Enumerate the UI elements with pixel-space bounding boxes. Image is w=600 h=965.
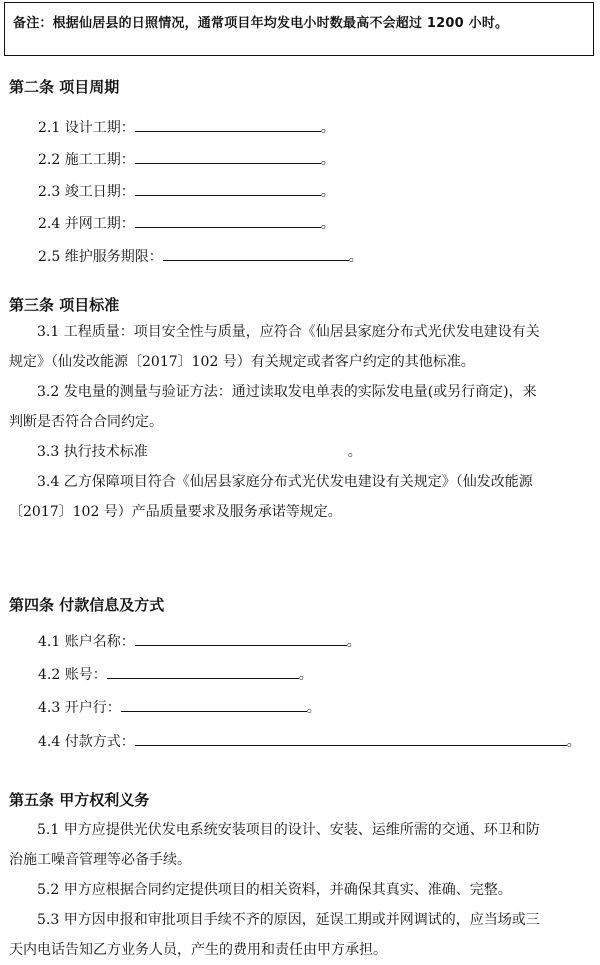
clause-5-2: 5.2 甲方应根据合同约定提供项目的相关资料，并确保其真实、准确、完整。	[37, 882, 512, 898]
design-period-label: 2.1 设计工期：	[38, 120, 135, 136]
design-period-blank[interactable]	[135, 117, 321, 132]
section-2-title: 第二条 项目周期	[9, 78, 120, 96]
clause-5-1-line-2: 治施工噪音管理等必备手续。	[9, 852, 191, 868]
clause-3-4-line-2: 〔2017〕102 号）产品质量要求及服务承诺等规定。	[9, 504, 342, 520]
grid-connection-period-blank[interactable]	[135, 213, 321, 228]
completion-date-end: 。	[320, 184, 335, 200]
account-name-field	[38, 631, 361, 651]
account-name-blank[interactable]	[135, 631, 347, 646]
clause-3-1-line-2: 规定》（仙发改能源〔2017〕102 号）有关规定或者客户约定的其他标准。	[9, 354, 475, 370]
completion-date-blank[interactable]	[135, 181, 321, 196]
payment-method-label: 4.4 付款方式：	[38, 734, 135, 750]
account-number-field	[38, 664, 313, 684]
bank-field	[38, 697, 321, 717]
section-3-title: 第三条 项目标准	[9, 296, 120, 314]
section-5-title: 第五条 甲方权利义务	[9, 791, 150, 809]
maintenance-period-label: 2.5 维护服务期限：	[38, 249, 163, 265]
clause-5-3-line-1: 5.3 甲方因申报和审批项目手续不齐的原因，延误工期或并网调试的，应当场或三	[37, 912, 540, 928]
bank-label: 4.3 开户行：	[38, 700, 121, 716]
bank-blank[interactable]	[121, 697, 307, 712]
construction-period-field	[38, 149, 335, 169]
section-3-body	[9, 317, 593, 527]
maintenance-period-blank[interactable]	[163, 246, 349, 261]
clause-3-4-line-1: 3.4 乙方保障项目符合《仙居县家庭分布式光伏发电建设有关规定》（仙发改能源	[37, 474, 533, 490]
bank-end: 。	[306, 700, 321, 716]
clause-3-3-text: 3.3 执行技术标准	[37, 444, 148, 460]
payment-method-field	[38, 731, 581, 751]
payment-method-end: 。	[566, 734, 581, 750]
design-period-field	[38, 117, 335, 137]
design-period-end: 。	[320, 120, 335, 136]
clause-5-1-line-1: 5.1 甲方应提供光伏发电系统安装项目的设计、安装、运维所需的交通、环卫和防	[37, 822, 540, 838]
grid-connection-period-label: 2.4 并网工期：	[38, 216, 135, 232]
section-5-body	[9, 815, 593, 965]
payment-method-blank[interactable]	[135, 731, 567, 746]
construction-period-end: 。	[320, 152, 335, 168]
account-number-blank[interactable]	[107, 664, 299, 679]
section-4-title: 第四条 付款信息及方式	[9, 596, 165, 614]
clause-3-2-line-1: 3.2 发电量的测量与验证方法：通过读取发电单表的实际发电量(或另行商定)，来	[37, 384, 537, 400]
account-number-end: 。	[298, 667, 313, 683]
account-number-label: 4.2 账号：	[38, 667, 107, 683]
account-name-label: 4.1 账户名称：	[38, 634, 135, 650]
construction-period-label: 2.2 施工工期：	[38, 152, 135, 168]
maintenance-period-field	[38, 246, 363, 266]
remark-box: 备注：根据仙居县的日照情况，通常项目年均发电小时数最高不会超过 1200 小时。	[4, 2, 594, 56]
clause-3-3-end: 。	[347, 444, 362, 460]
grid-connection-period-end: 。	[320, 216, 335, 232]
maintenance-period-end: 。	[348, 249, 363, 265]
clause-5-3-line-2: 天内电话告知乙方业务人员，产生的费用和责任由甲方承担。	[9, 942, 387, 958]
grid-connection-period-field	[38, 213, 335, 233]
account-name-end: 。	[346, 634, 361, 650]
clause-3-2-line-2: 判断是否符合合同约定。	[9, 414, 163, 430]
completion-date-label: 2.3 竣工日期：	[38, 184, 135, 200]
construction-period-blank[interactable]	[135, 149, 321, 164]
clause-3-3	[9, 437, 593, 467]
completion-date-field	[38, 181, 335, 201]
clause-3-1-line-1: 3.1 工程质量：项目安全性与质量，应符合《仙居县家庭分布式光伏发电建设有关	[37, 324, 540, 340]
